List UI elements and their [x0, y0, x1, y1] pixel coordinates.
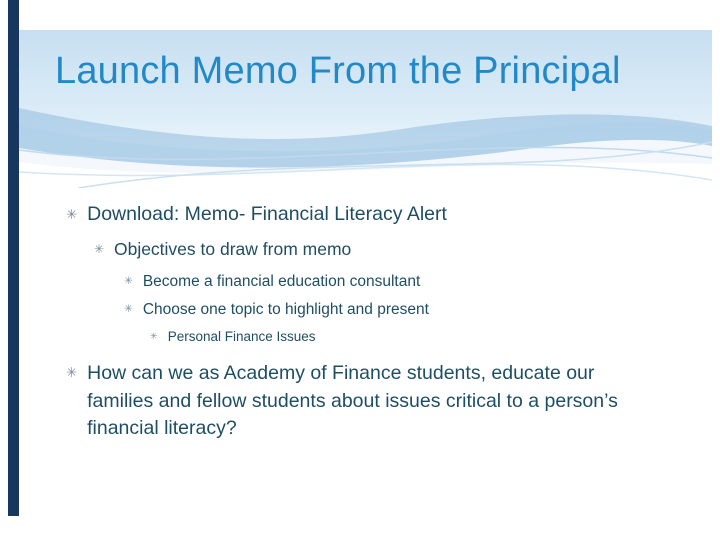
bullet-text: Download: Memo- Financial Literacy Alert [87, 203, 447, 225]
bullet-item [124, 272, 690, 292]
bullet-item [66, 202, 690, 227]
bullet-text: Objectives to draw from memo [113, 239, 352, 260]
bullet-item [66, 360, 690, 443]
asterisk-bullet-icon: ✳ [124, 275, 133, 288]
bullet-text: How can we as Academy of Finance students, educate our families and fellow students about issues critical to a person’s financial literacy? [87, 361, 618, 440]
bullet-text: Choose one topic to highlight and present [142, 301, 429, 319]
left-accent-bar [8, 0, 19, 516]
asterisk-bullet-icon: ✳ [66, 364, 78, 380]
bullet-item [124, 300, 690, 320]
asterisk-bullet-icon: ✳ [150, 330, 158, 341]
slide-header [19, 30, 712, 188]
asterisk-bullet-icon: ✳ [124, 303, 133, 316]
slide-title: Launch Memo From the Principal [55, 50, 621, 92]
bullet-text: Become a financial education consultant [142, 273, 421, 291]
asterisk-bullet-icon: ✳ [94, 241, 104, 256]
asterisk-bullet-icon: ✳ [66, 206, 78, 222]
slide-body [60, 202, 690, 454]
bullet-text: Personal Finance Issues [167, 329, 316, 345]
bullet-item [150, 328, 690, 346]
bullet-item [94, 238, 690, 261]
